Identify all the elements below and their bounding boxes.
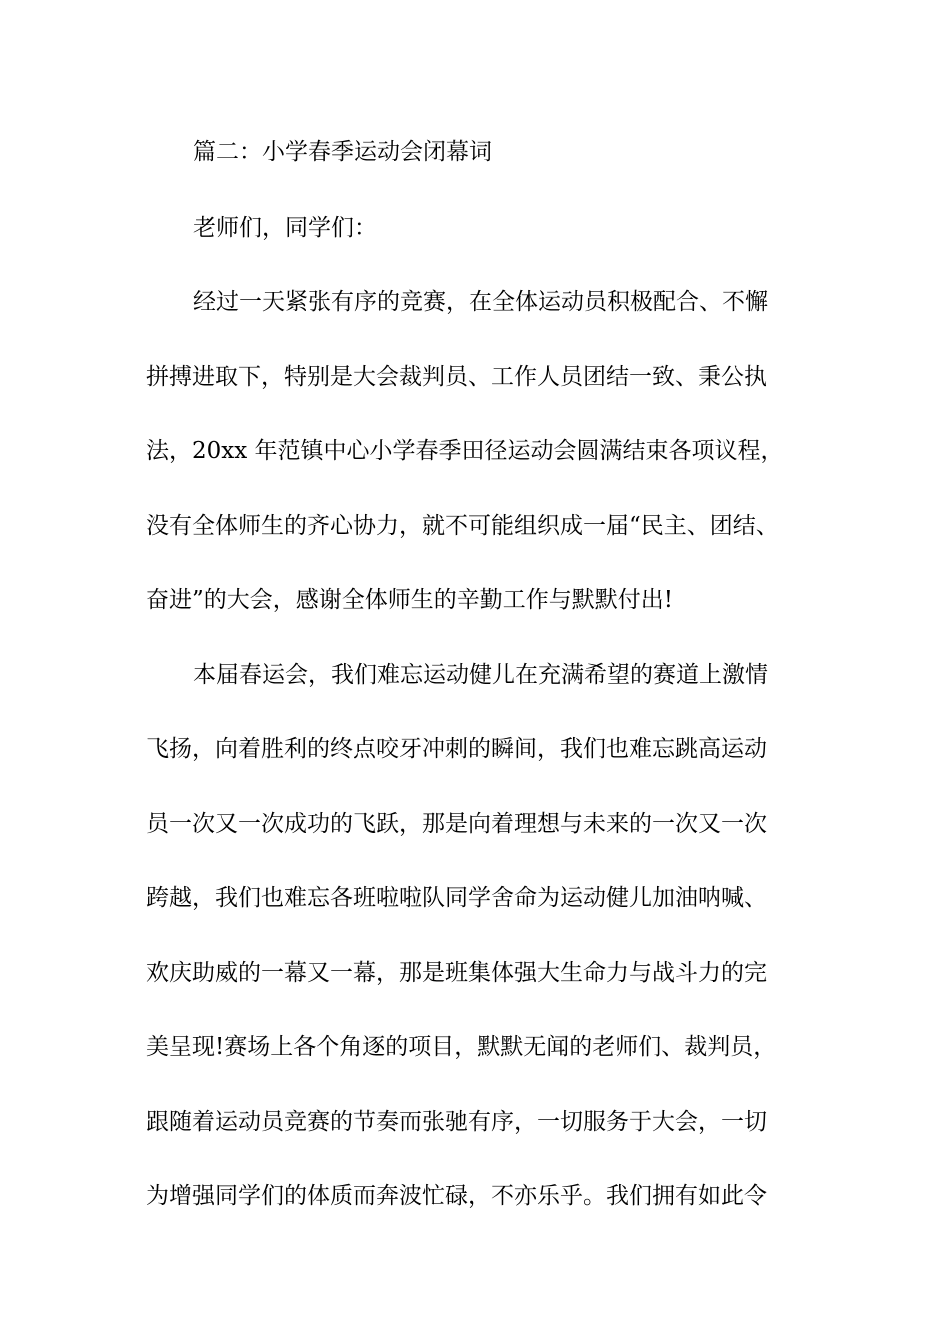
- paragraph-1-line-1: 经过一天紧张有序的竞赛，在全体运动员积极配合、不懈: [193, 289, 768, 315]
- paragraph-2-line-2: 飞扬，向着胜利的终点咬牙冲刺的瞬间，我们也难忘跳高运动: [146, 736, 767, 762]
- paragraph-2-line-3: 员一次又一次成功的飞跃，那是向着理想与未来的一次又一次: [146, 811, 767, 837]
- paragraph-2-line-5: 欢庆助威的一幕又一幕，那是班集体强大生命力与战斗力的完: [146, 960, 767, 986]
- paragraph-1-line-5: 奋进”的大会，感谢全体师生的辛勤工作与默默付出!: [146, 587, 674, 613]
- paragraph-2-line-1: 本届春运会，我们难忘运动健儿在充满希望的赛道上激情: [193, 662, 768, 688]
- paragraph-1-line-2: 拼搏进取下，特别是大会裁判员、工作人员团结一致、秉公执: [146, 364, 767, 390]
- paragraph-2-line-6: 美呈现!赛场上各个角逐的项目，默默无闻的老师们、裁判员，: [146, 1034, 777, 1060]
- paragraph-2-line-8: 为增强同学们的体质而奔波忙碌，不亦乐乎。我们拥有如此令: [146, 1183, 767, 1209]
- paragraph-1-line-3: 法，20xx 年范镇中心小学春季田径运动会圆满结束各项议程，: [146, 438, 784, 464]
- paragraph-2-line-4: 跨越，我们也难忘各班啦啦队同学舍命为运动健儿加油呐喊、: [146, 885, 767, 911]
- salutation: 老师们，同学们：: [193, 215, 377, 241]
- paragraph-2-line-7: 跟随着运动员竞赛的节奏而张驰有序，一切服务于大会，一切: [146, 1109, 767, 1135]
- document-heading: 篇二：小学春季运动会闭幕词: [193, 139, 492, 165]
- paragraph-1-line-4: 没有全体师生的齐心协力，就不可能组织成一届“民主、团结、: [146, 513, 779, 539]
